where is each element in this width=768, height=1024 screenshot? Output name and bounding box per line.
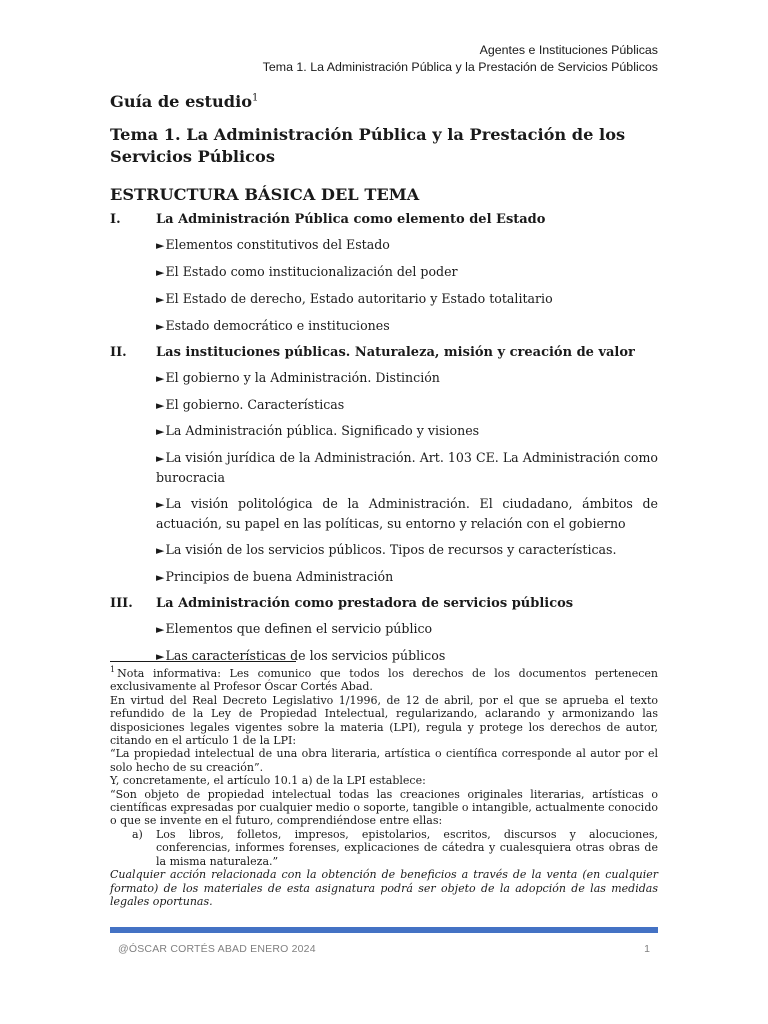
outline-item [156,449,658,488]
footnote-decree: En virtud del Real Decreto Legislativo 1/1996, de 12 de abril, por el que se aprueba el texto refundido de la Ley de Propiedad Intelectual, regularizando, aclarando y armonizando las disposiciones legales vigentes sobre la materia (LPI), regula y protege los derechos de autor, citando en el artículo 1 de la LPI: [110,693,658,748]
section-title: La Administración como prestadora de servicios públicos [156,595,574,611]
outline-item [156,620,658,640]
footnote-quote-1: “La propiedad intelectual de una obra literaria, artística o científica corresponde al autor por el solo hecho de su creación”. [110,747,658,774]
outline-item [156,317,658,337]
outline-item-text: Principios de buena Administración [165,568,394,584]
outline-item [156,369,658,389]
outline-item [156,541,658,561]
outline-item [156,422,658,442]
footnote-legal-warning: Cualquier acción relacionada con la obtención de beneficios a través de la venta (en cualquier formato) de los materiales de esta asignatura podrá ser objeto de la adopción de las medidas legales oportunas. [110,868,658,908]
footnote-note-text: Nota informativa: Les comunico que todos los derechos de los documentos pertenecen exclusivamente al Profesor Óscar Cortés Abad. [110,667,658,694]
arrow-bullet-icon: ► [156,292,165,306]
arrow-bullet-icon: ► [156,498,165,512]
footnote-list-item [132,828,658,868]
section-heading [110,211,658,229]
outline-item-text: El gobierno y la Administración. Distinción [165,369,440,385]
footnote-reference[interactable]: 1 [252,92,259,104]
outline-item-text: La Administración pública. Significado y visiones [165,423,480,439]
page-number: 1 [644,943,650,955]
outline-item [156,568,658,588]
guide-title [110,92,658,111]
section-heading [110,595,658,613]
arrow-bullet-icon: ► [156,543,165,557]
footnote-quote-2: “Son objeto de propiedad intelectual todas las creaciones originales literarias, artísticas o científicas expresadas por cualquier medio o soporte, tangible o intangible, actualmente conocido o que se invente en el futuro, comprendiéndose entre ellas: [110,787,658,828]
section-numeral: III. [110,595,133,611]
outline-item-text: Elementos que definen el servicio público [165,620,433,636]
outline-item [156,396,658,416]
section-numeral: II. [110,344,127,360]
outline-item-text: El gobierno. Características [165,396,345,412]
structure-title: ESTRUCTURA BÁSICA DEL TEMA [110,185,420,204]
footnotes [110,667,658,908]
arrow-bullet-icon: ► [156,425,165,439]
main-content [110,92,658,667]
arrow-bullet-icon: ► [156,398,165,412]
outline-item [156,236,658,256]
outline-item [156,495,658,534]
header-course: Agentes e Instituciones Públicas [479,43,658,57]
footer-bar [110,927,658,933]
outline-item-text: La visión de los servicios públicos. Tipos de recursos y características. [165,541,617,557]
outline-item [156,647,658,667]
footnote-article: Y, concretamente, el artículo 10.1 a) de la LPI establece: [110,774,426,788]
arrow-bullet-icon: ► [156,622,165,636]
arrow-bullet-icon: ► [156,649,165,663]
footnote-separator [110,661,296,662]
outline-item-text: La visión jurídica de la Administración. Art. 103 CE. La Administración como burocracia [156,450,658,486]
footnote-note [110,667,658,694]
footnote-list-text: Los libros, folletos, impresos, epistolarios, escritos, discursos y alocuciones, conferencias, informes forenses, explicaciones de cátedra y cualesquiera otras obras de la misma naturaleza.” [156,827,658,868]
guide-title-text: Guía de estudio [110,92,253,111]
section-title: La Administración Pública como elemento del Estado [156,212,546,227]
arrow-bullet-icon: ► [156,265,165,279]
footnote-label: 1 [110,665,116,675]
section-numeral: I. [110,212,121,227]
outline-item [156,290,658,310]
outline-item-text: Las características de los servicios públicos [165,647,446,663]
section-heading [110,344,658,362]
outline [110,211,658,667]
topic-title: Tema 1. La Administración Pública y la Prestación de los Servicios Públicos [110,125,626,166]
outline-item-text: Elementos constitutivos del Estado [165,237,390,252]
footer-copyright: @ÓSCAR CORTÉS ABAD ENERO 2024 [118,943,316,955]
outline-item-text: El Estado de derecho, Estado autoritario y Estado totalitario [165,290,553,306]
header-topic: Tema 1. La Administración Pública y la Prestación de Servicios Públicos [262,60,658,74]
arrow-bullet-icon: ► [156,371,165,385]
outline-item-text: Estado democrático e instituciones [165,317,390,333]
arrow-bullet-icon: ► [156,452,165,466]
running-header [263,42,658,76]
outline-item-text: La visión politológica de la Administración. El ciudadano, ámbitos de actuación, su papel en las políticas, su entorno y relación con el gobierno [156,496,658,532]
arrow-bullet-icon: ► [156,319,165,333]
outline-item-text: El Estado como institucionalización del poder [165,263,458,279]
arrow-bullet-icon: ► [156,239,165,252]
section-title: Las instituciones públicas. Naturaleza, misión y creación de valor [156,344,635,360]
outline-item [156,263,658,283]
arrow-bullet-icon: ► [156,570,165,584]
footnote-list-mark: a) [132,827,143,841]
